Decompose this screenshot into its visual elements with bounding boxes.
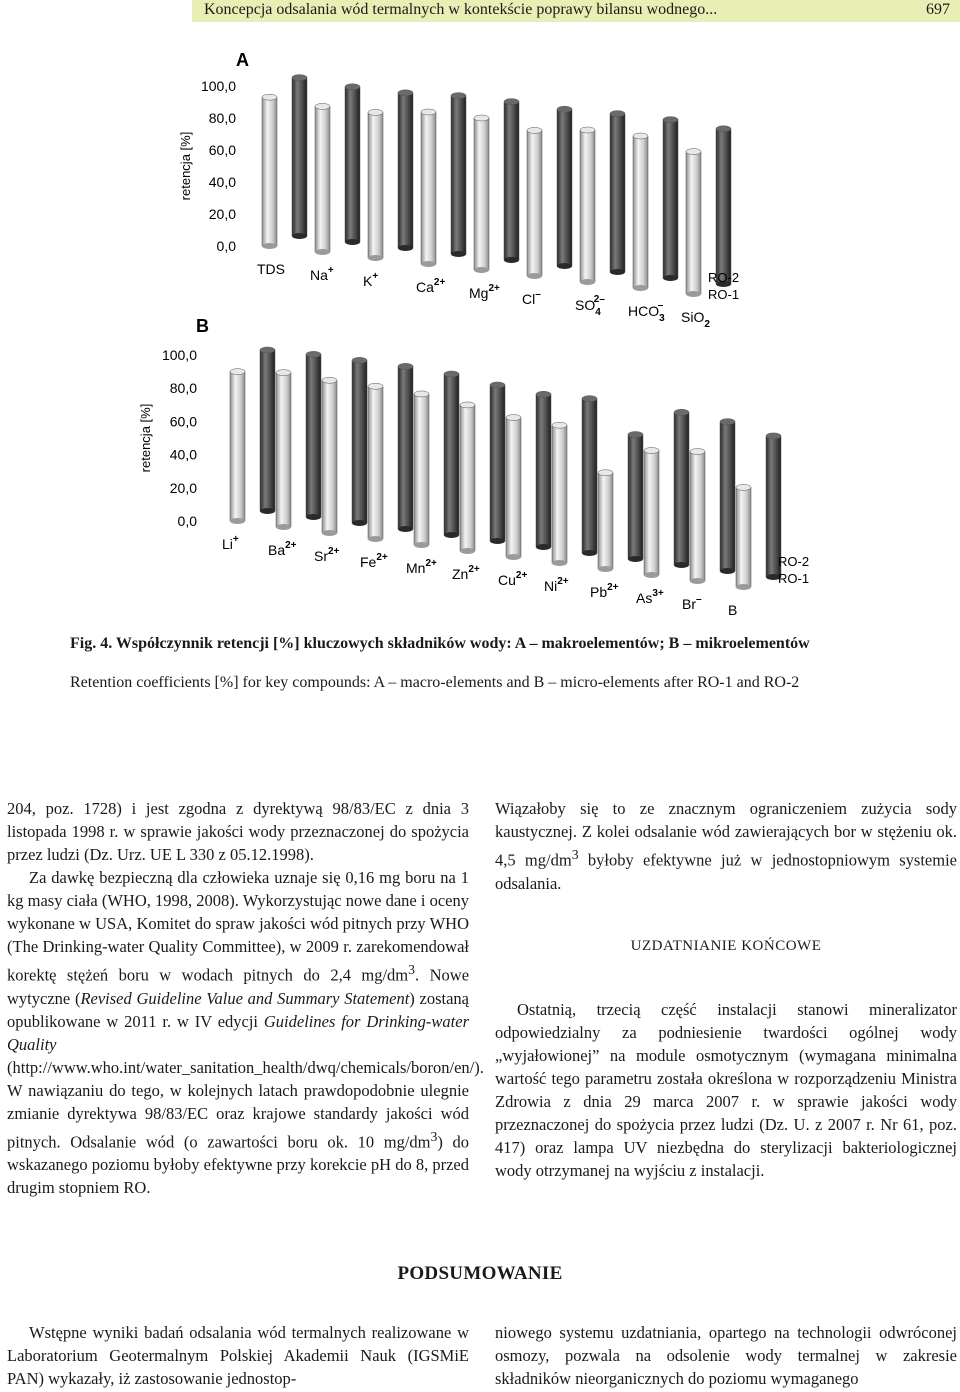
bar-ro2: [674, 409, 689, 568]
bar-ro2: [720, 419, 735, 574]
bar-ro1-body: [474, 118, 489, 270]
bar-ro2-cap: [504, 99, 519, 105]
bar-ro2-base: [398, 526, 413, 532]
bar-ro1: [552, 422, 567, 566]
bar-ro2-base: [504, 257, 519, 263]
bar-ro1-base: [598, 566, 613, 572]
bar-ro1-body: [262, 97, 277, 246]
bar-ro2-cap: [260, 347, 275, 353]
y-tick-label: 60,0: [169, 413, 197, 430]
bar-ro1-cap: [736, 484, 751, 490]
paragraph: Ostatnią, trzecią część instalacji stanowi mineralizator odpowiedzialny za podniesienie twardości ogólnej wody „wyjałowionej” na module osmotycznym (wymagana minimalna wartość tego parametru została określona w rozporządzeniu Ministra Zdrowia z dnia 29 marca 2007 r. w sprawie jakości wody przeznaczonej do spożycia przez ludzi (Dz. U. z 2007 r. Nr 61, poz. 417) oraz lampa UV niezbędna do sterylizacji bakteriologicznej wody otrzymanej na wyjściu z instalacji.: [495, 999, 957, 1180]
bar-ro1: [460, 402, 475, 554]
category-label: $Mn^{2+}$: [406, 558, 437, 576]
running-header: [0, 0, 960, 22]
bar-ro1-body: [315, 106, 330, 252]
bar-ro2-base: [628, 556, 643, 562]
legend-entry: RO-2: [708, 270, 740, 285]
bar-ro1-cap: [460, 402, 475, 408]
bar-ro2-body: [260, 350, 275, 511]
bar-ro1-base: [690, 578, 705, 584]
bar-ro1-base: [368, 536, 383, 542]
bar-ro1: [736, 484, 751, 590]
bar-ro2-cap: [398, 363, 413, 369]
category-label: $Zn^{2+}$: [452, 564, 480, 582]
bar-ro1-body: [686, 152, 701, 294]
bar-ro2-cap: [398, 90, 413, 96]
bar-ro2-body: [720, 422, 735, 571]
y-tick-label: 60,0: [208, 142, 236, 158]
bar-ro2-base: [398, 245, 413, 251]
category-label: SiO$_2$: [681, 309, 710, 330]
bar-ro1-body: [506, 418, 521, 557]
bar-ro1: [686, 149, 701, 297]
bar-ro1-cap: [262, 94, 277, 100]
y-tick-label: 0,0: [216, 238, 236, 254]
bar-ro1-base: [580, 279, 595, 285]
y-axis-title: retencja [%]: [178, 131, 193, 201]
bar-ro2-base: [663, 275, 678, 281]
bar-ro1-body: [527, 130, 542, 276]
bar-ro2-cap: [536, 391, 551, 397]
bar-ro2: [352, 357, 367, 526]
y-tick-label: 80,0: [208, 110, 236, 126]
bar-ro1-cap: [686, 149, 701, 155]
bar-ro2: [260, 347, 275, 514]
figure-caption-english: Retention coefficients [%] for key compounds: A – macro-elements and B – micro-elements after RO-1 and RO-2: [70, 674, 800, 691]
bar-ro1-base: [527, 273, 542, 279]
legend-entry: RO-1: [778, 571, 810, 586]
bar-ro2-body: [398, 366, 413, 529]
bar-ro2: [345, 84, 360, 245]
bar-ro1: [230, 369, 245, 524]
bar-ro1-cap: [580, 127, 595, 133]
y-tick-label: 20,0: [169, 479, 197, 496]
bar-ro2: [292, 75, 307, 239]
bar-ro1-base: [368, 255, 383, 261]
panel-label: A: [236, 50, 249, 70]
bar-ro2-cap: [628, 432, 643, 438]
bar-ro2-cap: [582, 396, 597, 402]
y-tick-label: 40,0: [169, 446, 197, 463]
bar-ro2-cap: [451, 93, 466, 99]
bar-ro2-body: [536, 394, 551, 547]
bar-ro1-base: [414, 542, 429, 548]
bar-ro1-body: [368, 112, 383, 258]
bar-ro1: [644, 448, 659, 579]
bar-ro1-body: [690, 452, 705, 581]
bar-ro1: [474, 115, 489, 273]
bar-ro2-cap: [292, 75, 307, 81]
bar-ro2-body: [504, 102, 519, 260]
bar-ro1-body: [276, 373, 291, 527]
bar-ro2-base: [292, 233, 307, 239]
bar-ro2-body: [663, 120, 678, 278]
bar-ro1: [527, 127, 542, 279]
bar-ro1: [322, 377, 337, 536]
bar-ro1-base: [633, 285, 648, 291]
bar-ro2-body: [490, 385, 505, 541]
y-tick-label: 0,0: [177, 513, 197, 529]
bar-ro1: [414, 391, 429, 548]
bar-ro1: [580, 127, 595, 285]
bar-ro2-base: [610, 269, 625, 275]
bar-ro2-body: [557, 109, 572, 266]
bar-ro1-cap: [230, 369, 245, 375]
bar-ro1: [368, 383, 383, 542]
bar-ro1-base: [474, 267, 489, 273]
bar-ro1-base: [421, 261, 436, 267]
bar-ro2: [444, 371, 459, 538]
bar-ro1: [421, 109, 436, 267]
running-title: Koncepcja odsalania wód termalnych w kontekście poprawy bilansu wodnego...: [204, 1, 718, 18]
figure-4-retention-charts: [0, 30, 960, 630]
bar-ro1-cap: [368, 109, 383, 115]
bar-ro1-body: [230, 372, 245, 521]
bar-ro1: [276, 370, 291, 530]
bar-ro2-cap: [490, 382, 505, 388]
bar-ro1-cap: [644, 448, 659, 454]
bar-ro1: [262, 94, 277, 249]
bar-ro1-cap: [598, 470, 613, 476]
bar-ro2: [398, 363, 413, 532]
category-label: $Fe^{2+}$: [360, 552, 388, 570]
bar-ro2: [663, 117, 678, 281]
paragraph: 204, poz. 1728) i jest zgodna z dyrektywą 98/83/EC z dnia 3 listopada 1998 r. w sprawie jakości wody przeznaczonej do spożycia przez ludzi (Dz. Urz. UE L 330 z 05.12.1998).: [7, 799, 469, 864]
bar-ro1-base: [460, 548, 475, 554]
category-label: $Pb^{2+}$: [590, 582, 619, 600]
bar-ro2-base: [451, 251, 466, 257]
bar-ro2-base: [352, 520, 367, 526]
bar-ro1: [633, 133, 648, 291]
legend-entry: RO-2: [778, 554, 810, 569]
bar-ro2-body: [292, 78, 307, 236]
bar-ro2-body: [674, 412, 689, 565]
bar-ro1-base: [262, 243, 277, 249]
bar-ro1-body: [580, 130, 595, 282]
panel-label: B: [196, 316, 209, 336]
bar-ro2-base: [306, 514, 321, 520]
bar-ro1-base: [276, 524, 291, 530]
bar-ro1-cap: [368, 383, 383, 389]
summary-heading: PODSUMOWANIE: [397, 1263, 563, 1284]
bar-ro2: [557, 106, 572, 269]
category-label: $Ni^{2+}$: [544, 576, 569, 594]
bar-ro2-cap: [352, 357, 367, 363]
bar-ro2: [716, 126, 731, 287]
bar-ro2-cap: [444, 371, 459, 377]
category-label: TDS: [257, 261, 285, 277]
category-label: Na+: [310, 265, 334, 283]
y-tick-label: 20,0: [208, 206, 236, 222]
bar-ro1-base: [686, 291, 701, 297]
section-heading: UZDATNIANIE KOŃCOWE: [630, 937, 822, 954]
bar-ro2-body: [345, 87, 360, 242]
bar-ro2: [306, 351, 321, 520]
bar-ro2-cap: [674, 409, 689, 415]
bar-ro2-base: [345, 239, 360, 245]
bar-ro1-body: [421, 112, 436, 264]
bar-ro1: [598, 470, 613, 572]
bar-ro1-base: [230, 518, 245, 524]
bar-ro2-base: [557, 263, 572, 269]
bar-ro2-body: [610, 114, 625, 272]
bar-ro2-cap: [306, 351, 321, 357]
category-label: Cl–: [522, 289, 541, 307]
bar-ro1-body: [552, 425, 567, 563]
bar-ro2-base: [582, 550, 597, 556]
category-label: $Cu^{2+}$: [498, 570, 528, 588]
category-label: $As^{3+}$: [636, 588, 664, 606]
bar-ro2-body: [352, 360, 367, 523]
bar-ro1-base: [506, 554, 521, 560]
left-column: [7, 797, 484, 1199]
category-label: $SO_42-$: [575, 294, 605, 318]
category-label: $Ca^{2+}$: [416, 277, 446, 295]
bar-ro2-base: [444, 532, 459, 538]
bar-ro1-cap: [414, 391, 429, 397]
bar-ro1-cap: [506, 415, 521, 421]
y-tick-label: 40,0: [208, 174, 236, 190]
bar-ro1: [368, 109, 383, 261]
bar-ro2-cap: [610, 111, 625, 117]
bar-ro1: [506, 415, 521, 560]
bar-ro2-body: [444, 374, 459, 535]
summary-left-column: [7, 1321, 469, 1390]
paragraph: niowego systemu uzdatniania, opartego na technologii odwróconej osmozy, pozwala na odsolenie wody termalnej w zakresie składników nieorganicznych do poziomu wymaganego: [495, 1323, 957, 1388]
paragraph: Za dawkę bezpieczną dla człowieka uznaje się 0,16 mg boru na 1 kg masy ciała (WHO, 1998, 2008). Wykorzystując nowe dane i oceny wykonane w USA, Komitet do spraw jakości wód pitnych przy WHO (The Drinking-water Quality Committee), w 2009 r. zarekomendował korektę stężeń boru w wodach pitnych do 2,4 $mg/dm^3$. Nowe wytyczne (Revised Guideline Value and Summary Statement) zostaną opublikowane w 2011 r. w IV edycji Guidelines for Drinking-water Quality (http://www.who.int/water_sanitation_health/dwq/chemicals/boron/en/). W nawiązaniu do tego, w kolejnych latach prawdopodobnie ulegnie zmianie dyrektywa 98/83/EC oraz krajowe standardy jakości wód pitnych. Odsalanie wód (o zawartości boru ok. 10 $mg/dm^3$) do wskazanego poziomu byłoby efektywne przy korekcie pH do 8, przed drugim stopniem RO.: [7, 868, 484, 1197]
y-tick-label: 100,0: [161, 347, 197, 363]
bar-ro1: [315, 103, 330, 255]
bar-ro1-cap: [552, 422, 567, 428]
bar-ro2-cap: [720, 419, 735, 425]
bar-ro1-base: [322, 530, 337, 536]
bar-ro2: [536, 391, 551, 550]
summary-right-column: [495, 1321, 957, 1390]
figure-caption-polish: Fig. 4. Współczynnik retencji [%] kluczowych składników wody: A – makroelementów; B – mikroelementów: [70, 635, 810, 652]
category-label: B: [728, 602, 738, 618]
category-label: Li+: [222, 534, 239, 552]
y-tick-label: 100,0: [200, 78, 236, 94]
bar-ro2-body: [451, 96, 466, 254]
bar-ro2-cap: [766, 433, 781, 439]
bar-ro2-body: [716, 129, 731, 284]
category-label: K+: [363, 271, 379, 289]
bar-ro1-body: [460, 405, 475, 551]
bar-ro2-base: [260, 508, 275, 514]
bar-ro2-body: [306, 354, 321, 517]
bar-ro2: [610, 111, 625, 275]
bar-ro1-body: [598, 473, 613, 569]
bar-ro1-cap: [276, 370, 291, 376]
bar-ro1-base: [315, 249, 330, 255]
bar-ro1-body: [644, 451, 659, 576]
legend-entry: RO-1: [708, 287, 740, 302]
bar-ro2-body: [582, 399, 597, 553]
bar-ro2-base: [536, 544, 551, 550]
paragraph: Wiązałoby się to ze znacznym ograniczeniem zużycia sody kaustycznej. Z kolei odsalanie wód zawierających bor w stężeniu ok. 4,5 $mg/dm^3$ byłoby efektywne już w jednostopniowym systemie odsalania.: [495, 799, 957, 893]
category-label: $Mg^{2+}$: [469, 283, 500, 301]
bar-ro1-cap: [690, 449, 705, 455]
chart-panel-a: [178, 50, 739, 330]
bar-ro1-body: [322, 380, 337, 533]
bar-ro1-cap: [633, 133, 648, 139]
bar-ro1-cap: [315, 103, 330, 109]
bar-ro1-base: [644, 572, 659, 578]
bar-ro1: [690, 449, 705, 584]
bar-ro1-base: [552, 560, 567, 566]
bar-ro2: [451, 93, 466, 257]
paragraph: Wstępne wyniki badań odsalania wód termalnych realizowane w Laboratorium Geotermalnym Polskiej Akademii Nauk (IGSMiE PAN) wykazały, iż zastosowanie jednostop-: [7, 1323, 469, 1388]
bar-ro2: [628, 432, 643, 563]
bar-ro1-base: [736, 584, 751, 590]
category-label: $Ba^{2+}$: [268, 540, 297, 558]
category-label: Br–: [682, 594, 702, 612]
category-label: $Sr^{2+}$: [314, 546, 340, 564]
y-tick-label: 80,0: [169, 380, 197, 397]
bar-ro2-cap: [557, 106, 572, 112]
bar-ro2-cap: [345, 84, 360, 90]
category-label: $HCO_3-$: [628, 300, 665, 324]
bar-ro2: [582, 396, 597, 556]
bar-ro1-cap: [527, 127, 542, 133]
bar-ro2-base: [674, 562, 689, 568]
bar-ro1-body: [633, 136, 648, 288]
right-column: [495, 797, 957, 1182]
bar-ro2: [504, 99, 519, 263]
bar-ro2-base: [490, 538, 505, 544]
bar-ro2: [490, 382, 505, 544]
bar-ro1-cap: [421, 109, 436, 115]
bar-ro2-base: [720, 568, 735, 574]
bar-ro1-cap: [474, 115, 489, 121]
chart-panel-b: [138, 316, 809, 618]
bar-ro2-body: [398, 93, 413, 248]
bar-ro1-body: [736, 487, 751, 587]
bar-ro2-cap: [716, 126, 731, 132]
bar-ro2-cap: [663, 117, 678, 123]
bar-ro1-body: [368, 386, 383, 539]
bar-ro1-cap: [322, 377, 337, 383]
bar-ro2: [398, 90, 413, 251]
bar-ro1-body: [414, 394, 429, 545]
bar-ro2-body: [628, 435, 643, 560]
page-number: 697: [926, 1, 950, 18]
y-axis-title: retencja [%]: [138, 403, 153, 473]
